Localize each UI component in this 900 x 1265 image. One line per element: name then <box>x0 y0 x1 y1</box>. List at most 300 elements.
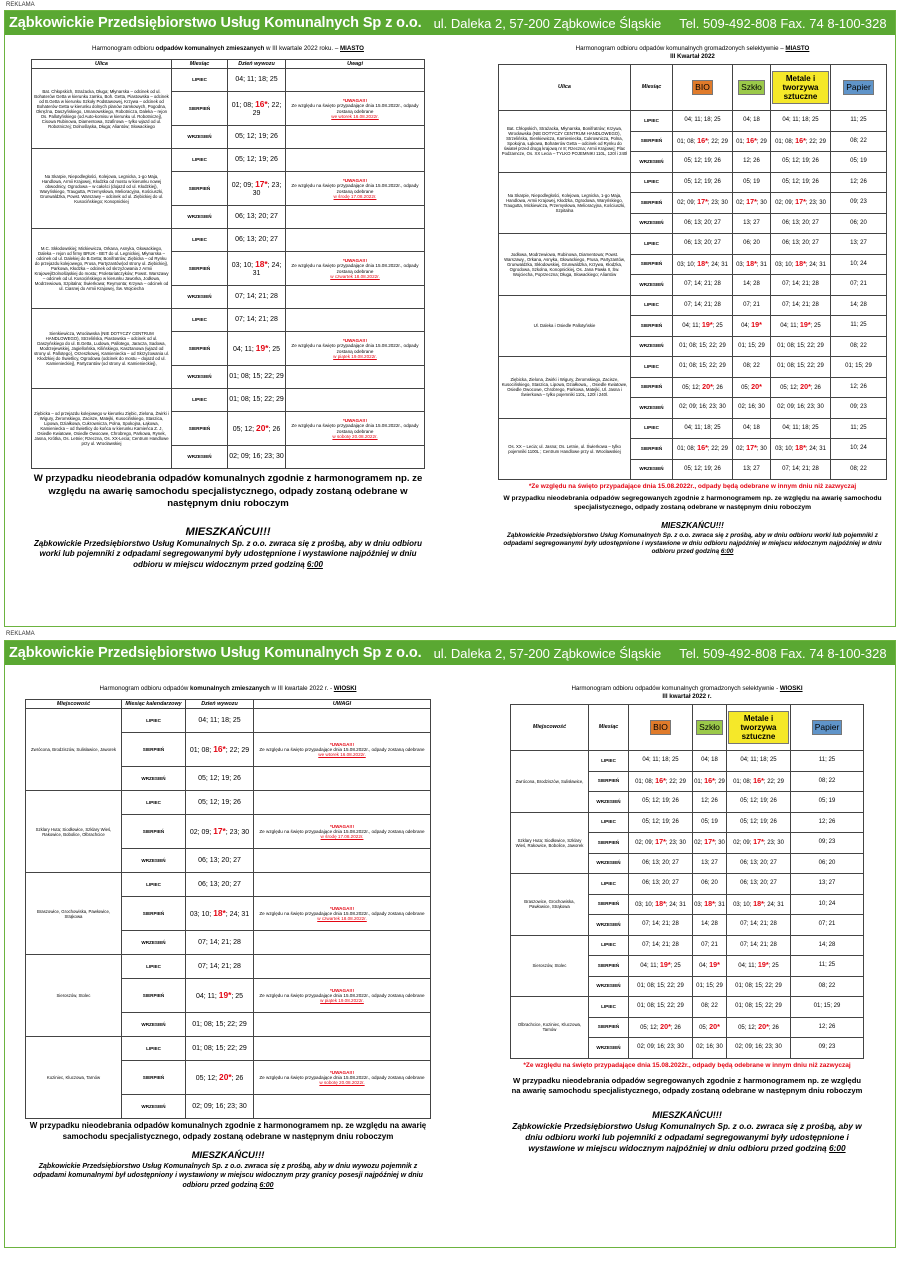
days-cell: 12; 26 <box>831 172 887 193</box>
days-cell: 02; 09; 16; 23; 30 <box>727 1038 791 1059</box>
title-pre: Harmonogram odbioru <box>92 45 156 52</box>
note-text: Ze względu na święto przypadające dnia 15.08.2022r., odpady zostaną odebrane <box>259 1075 425 1080</box>
note-cell <box>254 791 431 815</box>
month-cell: LIPIEC <box>172 149 228 172</box>
category-header <box>693 705 727 751</box>
streets-cell: Olbrachcice, Koziniec, Kluczowa, Tarnów <box>511 997 589 1059</box>
days-part: ; 31 <box>756 261 767 268</box>
days-cell <box>733 254 771 275</box>
days-cell: 13; 27 <box>791 874 864 895</box>
category-header <box>673 65 733 111</box>
category-szklo: Szkło <box>696 720 723 735</box>
column-header: Miesiąc <box>631 65 673 111</box>
appeal-time: 6:00 <box>259 1181 274 1189</box>
note-date: we wtorek 16.08.2022r. <box>331 114 379 120</box>
days-part: 04; <box>741 323 752 330</box>
note-cell <box>254 733 431 767</box>
days-part: ; 23; 30 <box>707 200 728 207</box>
days-cell: 10; 24 <box>791 894 864 915</box>
title-text: Harmonogram odbioru odpadów komunalnych gromadzonych selektywnie - <box>571 685 780 692</box>
bottom-mixed-footer <box>25 1121 431 1189</box>
days-cell: 07; 14; 21; 28 <box>186 955 254 979</box>
category-bio: BIO <box>650 720 671 735</box>
table-row <box>499 172 887 193</box>
month-cell: WRZESIEŃ <box>172 446 228 469</box>
appeal-body: Ząbkowickie Przedsiębiorstwo Usług Komunalnych Sp. z o.o. zwraca się z prośbą, aby w dniu wywozu pojemnik z odpadami komunalnymi był udostępniony i wystawiony w miejscu widocznym przy granicy posesji najpóźniej w dniu odbioru przed godziną <box>33 1163 423 1189</box>
days-part: 02; 09; <box>231 181 256 189</box>
days-part: 01; 08; <box>775 138 796 145</box>
month-cell: LIPIEC <box>122 873 186 897</box>
days-part: ; 29 <box>714 778 725 785</box>
days-cell <box>228 252 286 286</box>
column-header: Miesiąc <box>589 705 629 751</box>
days-cell <box>727 771 791 792</box>
days-part: 02; <box>736 200 747 207</box>
days-cell <box>228 412 286 446</box>
uwaga-label: *UWAGA!!! <box>330 741 354 747</box>
note-date: w czwartek 18.08.2022r. <box>330 274 380 280</box>
days-part: 04; <box>699 963 710 970</box>
days-cell: 06; 13; 20; 27 <box>228 206 286 229</box>
days-part: 02; 09; <box>189 828 214 836</box>
days-part: 01; 08; <box>677 138 698 145</box>
category-header <box>791 705 864 751</box>
days-part: ; 25 <box>670 963 681 970</box>
days-cell: 06; 13; 20; 27 <box>629 874 693 895</box>
holiday-day: 17* <box>746 197 757 207</box>
note-text: Ze względu na święto przypadające dnia 15.08.2022r., odpady zostaną odebrane <box>291 343 419 354</box>
table-header-row <box>499 65 887 111</box>
days-part: 01; 08; <box>189 746 214 754</box>
month-cell: SIERPIEŃ <box>631 316 673 337</box>
days-cell: 01; 08; 15; 22; 29 <box>727 976 791 997</box>
category-header <box>629 705 693 751</box>
days-part: ; 24; 31 <box>225 910 250 918</box>
village-mixed-pane <box>25 685 431 1247</box>
mieszkancu-heading: MIESZKAŃCU!!! <box>185 525 271 538</box>
days-cell <box>629 894 693 915</box>
city-mixed-pane <box>31 45 425 625</box>
bottom-sel-footer <box>510 1076 864 1154</box>
days-cell <box>727 1017 791 1038</box>
days-cell: 06; 20 <box>733 234 771 255</box>
month-cell: SIERPIEŃ <box>589 833 629 854</box>
days-cell: 14; 28 <box>693 915 727 936</box>
days-cell: 05; 12; 19; 26 <box>228 149 286 172</box>
days-part: 03; 10; <box>677 261 698 268</box>
uwaga-label: *UWAGA!!! <box>343 417 367 423</box>
days-cell <box>733 439 771 460</box>
days-cell <box>186 733 254 767</box>
note-cell <box>286 412 425 446</box>
days-cell <box>673 377 733 398</box>
days-cell: 01; 08; 15; 22; 29 <box>771 336 831 357</box>
days-cell: 12; 26 <box>733 152 771 173</box>
note-cell <box>254 709 431 733</box>
days-part: 01; 08; <box>635 778 656 785</box>
note-date: w sobotę 20.08.2022r. <box>332 434 378 440</box>
note-text: Ze względu na święto przypadające dnia 15.08.2022r., odpady zostaną odebrane <box>291 103 419 114</box>
top-sel-title <box>498 45 887 53</box>
month-cell: LIPIEC <box>631 172 673 193</box>
title-text: Harmonogram odbioru odpadów komunalnych gromadzonych selektywnie – <box>575 45 786 52</box>
month-cell: LIPIEC <box>172 309 228 332</box>
days-part: ; 24; 31 <box>763 901 784 908</box>
days-cell: 07; 14; 21; 28 <box>727 915 791 936</box>
note-cell <box>254 1013 431 1037</box>
city-selective-pane <box>498 45 887 625</box>
days-part: ; 26 <box>810 384 821 391</box>
days-cell: 05; 12; 19; 26 <box>629 812 693 833</box>
month-cell: LIPIEC <box>589 997 629 1018</box>
days-cell: 02; 09; 16; 23; 30 <box>629 1038 693 1059</box>
days-cell <box>186 1061 254 1095</box>
month-cell: WRZESIEŃ <box>122 931 186 955</box>
month-cell: SIERPIEŃ <box>172 332 228 366</box>
days-cell: 05; 12; 19; 26 <box>186 767 254 791</box>
appeal-text <box>498 532 887 557</box>
days-cell <box>673 131 733 152</box>
days-cell: 05; 19 <box>733 172 771 193</box>
days-part: ; 25 <box>768 963 779 970</box>
days-part: 04; 11; <box>738 963 758 970</box>
note-cell <box>286 172 425 206</box>
days-cell <box>693 771 727 792</box>
holiday-day: 18* <box>255 258 268 269</box>
days-part: 05; 12; <box>738 1024 759 1031</box>
days-part: ; 26 <box>768 1024 779 1031</box>
days-cell: 04; 11; 18; 25 <box>771 111 831 132</box>
days-cell: 04; 11; 18; 25 <box>186 709 254 733</box>
days-cell: 13; 27 <box>733 213 771 234</box>
days-cell: 11; 25 <box>831 111 887 132</box>
days-cell <box>771 193 831 214</box>
category-szklo: Szkło <box>738 80 765 95</box>
days-part: 02; 09; <box>775 200 796 207</box>
streets-cell: Bat. Chłopskich, Strażacka, Młynarska, Bonifratrów; Krzywa, Wrocławska (NIE DOTYCZY CENTRUM HANDLOWEGO), Strzelińska, Sienkiewicza, Kamieniecka, Cukrownicza, Polna, Spokojna, Łąkowa, Bohaterów Getta – odcinek od Rynku do świateł przed drogą krajową nr 8; Rzeczna; Armii Krajowej; Plac Podzamcze, Os. XX Lecia – TYLKO POJEMNIKI 110L, 120l i 240l <box>499 111 631 173</box>
days-cell: 08; 22 <box>831 131 887 152</box>
days-cell: 01; 08; 15; 22; 29 <box>727 997 791 1018</box>
days-cell: 06; 20 <box>693 874 727 895</box>
note-text: Ze względu na święto przypadające dnia 15.08.2022r., odpady zostaną odebrane <box>259 747 425 752</box>
note-cell <box>286 332 425 366</box>
streets-cell: Jodłowa, Modrzewiowa, Rubinowa, Diamentowa; Powst. Warszawy,, Orkana, Asnyka, Głowackiego, Prusa, Partyzantów, Grunwaldzka, Skłodowskiej, Grunwaldzka, Krzywa, Kłodzka, Ogrodowa, Szkolna, Konopnickiej, Os. Jana Pawła II, Św. Wojciecha, Poprzeczna; Długa, Słowackiego; Aliantów <box>499 234 631 296</box>
banner-address: ul. Daleka 2, 57-200 Ząbkowice Śląskie <box>433 15 662 31</box>
note-cell <box>254 1061 431 1095</box>
days-cell: 09; 23 <box>831 398 887 419</box>
days-cell: 01; 08; 15; 22; 29 <box>228 389 286 412</box>
days-part: ; 24; 31 <box>707 261 728 268</box>
days-cell: 06; 13; 20; 27 <box>186 873 254 897</box>
note-cell <box>254 931 431 955</box>
quarter-label: III kwartał 2022 r. <box>662 693 712 700</box>
note-text: Ze względu na święto przypadające dnia 15.08.2022r., odpady zostaną odebrane <box>259 993 425 998</box>
note-cell <box>254 815 431 849</box>
days-cell <box>693 1017 727 1038</box>
appeal-text <box>31 539 425 570</box>
table-row <box>26 791 431 815</box>
days-part: ; 26 <box>268 425 281 433</box>
days-cell <box>228 332 286 366</box>
days-cell: 11; 25 <box>791 751 864 772</box>
days-part: ; 22; 29 <box>707 138 728 145</box>
table-row <box>26 1037 431 1061</box>
days-cell: 01; 15; 29 <box>733 336 771 357</box>
days-cell <box>733 193 771 214</box>
days-cell: 13; 27 <box>733 459 771 480</box>
appeal-body: Ząbkowickie Przedsiębiorstwo Usług Komunalnych Sp. z o.o. zwraca się z prośbą, aby w dniu odbioru worki lub pojemniki z odpadami segregowanymi były udostępnione i wystawione w dniu odbioru najpóźniej w miejscu widocznym najpóźniej w dniu odbioru przed godziną <box>503 531 882 555</box>
holiday-day: 16* <box>704 775 715 785</box>
days-cell <box>228 92 286 126</box>
days-cell: 11; 25 <box>831 418 887 439</box>
month-cell: WRZESIEŃ <box>589 976 629 997</box>
days-cell: 06; 20 <box>831 213 887 234</box>
table-row <box>26 955 431 979</box>
days-part: 02; <box>736 446 747 453</box>
days-cell: 08; 22 <box>733 357 771 378</box>
days-cell: 07; 21 <box>791 915 864 936</box>
days-cell: 10; 24 <box>831 254 887 275</box>
holiday-day: 20* <box>751 381 762 391</box>
appeal-text <box>510 1121 864 1153</box>
holiday-day: 19* <box>799 320 811 330</box>
month-cell: SIERPIEŃ <box>589 894 629 915</box>
days-part: 03; 10; <box>189 910 214 918</box>
month-cell: WRZESIEŃ <box>589 915 629 936</box>
days-cell <box>733 377 771 398</box>
note-cell <box>286 366 425 389</box>
streets-cell: Szklary Huta; Siodłowice, Szklary Wieś, Rakowice, Bobolice, Olbrachcice <box>26 791 122 873</box>
days-cell: 01; 08; 15; 22; 29 <box>673 357 733 378</box>
column-header: Miesiąc <box>172 60 228 69</box>
table-row <box>499 357 887 378</box>
days-part: 05; 12; <box>640 1024 661 1031</box>
days-cell <box>629 956 693 977</box>
month-cell: LIPIEC <box>631 357 673 378</box>
days-cell: 07; 14; 21; 28 <box>186 931 254 955</box>
appeal-time: 6:00 <box>306 559 323 569</box>
bottom-sel-table <box>510 704 864 1059</box>
top-mixed-footer <box>31 473 425 570</box>
title-place: MIASTO <box>340 45 364 52</box>
month-cell: WRZESIEŃ <box>631 336 673 357</box>
days-cell: 07; 21 <box>733 295 771 316</box>
days-cell <box>673 193 733 214</box>
days-cell: 05; 12; 19; 26 <box>673 152 733 173</box>
days-cell: 07; 14; 21; 28 <box>771 275 831 296</box>
days-cell: 05; 19 <box>791 792 864 813</box>
month-cell: SIERPIEŃ <box>122 1061 186 1095</box>
column-header: Ulica <box>32 60 172 69</box>
month-cell: WRZESIEŃ <box>631 459 673 480</box>
days-part: 04; 11; <box>640 963 660 970</box>
days-cell: 13; 27 <box>831 234 887 255</box>
days-part: 02; <box>694 840 705 847</box>
days-cell: 05; 12; 19; 26 <box>673 459 733 480</box>
note-cell <box>286 309 425 332</box>
month-cell: SIERPIEŃ <box>589 1017 629 1038</box>
days-cell: 01; 08; 15; 22; 29 <box>629 997 693 1018</box>
column-header: Miejscowość <box>26 700 122 709</box>
month-cell: WRZESIEŃ <box>122 767 186 791</box>
days-part: 01; 08; <box>733 778 754 785</box>
month-cell: SIERPIEŃ <box>631 377 673 398</box>
note-cell <box>286 389 425 412</box>
uwaga-label: *UWAGA!!! <box>343 97 367 103</box>
bottom-sel-title <box>510 685 864 693</box>
days-cell: 02; 09; 16; 23; 30 <box>673 398 733 419</box>
month-cell: WRZESIEŃ <box>122 1095 186 1119</box>
uwaga-label: *UWAGA!!! <box>330 987 354 993</box>
company-banner-2 <box>5 641 895 665</box>
top-mixed-title <box>31 45 425 53</box>
month-cell: WRZESIEŃ <box>589 1038 629 1059</box>
ad-block-city <box>4 10 896 627</box>
holiday-day: 19* <box>255 342 269 353</box>
footer-text: W przypadku nieodebrania odpadów segregowanych zgodnie z harmonogramem np. ze względu na awarię samochodu specjalistycznego, odpady zostaną odebrane w następnym dniu roboczym <box>511 1075 863 1095</box>
days-part: ; 22; 29 <box>805 138 826 145</box>
days-cell: 06; 13; 20; 27 <box>727 874 791 895</box>
month-cell: WRZESIEŃ <box>589 853 629 874</box>
days-part: 01; <box>736 138 747 145</box>
days-cell: 01; 08; 15; 22; 29 <box>186 1037 254 1061</box>
days-cell <box>186 897 254 931</box>
days-part: ; 23; 30 <box>805 200 826 207</box>
streets-cell: Ul. Daleka i Osiedle Pallotyńskie <box>499 295 631 357</box>
streets-cell: Ziębicka – od przejazdu kolejowego w kierunku Ziębic, Zielona, Żwirki i Wigury, Żeromskiego, Zacisze, Matejki, Kusocińskiego, Staszica, Lipowa, Działkowa, Cukrownicza, Polna, Spokojna, Łąkowa, Kamieniecka – od Świetlicy do końca w kierunku Kamieńca Z. J, Osiedle Kwiatowe, Osiedle Owocowe, Chrobrego, Parkowa, Rynek, Jasna, Krótka, Os. Letnie; Rzeczna, Os. XX-Lecia; Centrum Handlowe przy ul. Wrocławskiej <box>32 389 172 469</box>
days-cell: 04; 18 <box>693 751 727 772</box>
top-sel-table <box>498 64 887 480</box>
footer-text: W przypadku nieodebrania odpadów segregowanych zgodnie z harmonogramem np. ze względu na awarię samochodu specjalistycznego, odpady zostaną odebrane w następnym dniu roboczym <box>503 495 882 512</box>
month-cell: SIERPIEŃ <box>631 254 673 275</box>
days-part: ; 22; 29 <box>252 101 282 117</box>
column-header: Uwagi <box>286 60 425 69</box>
table-row <box>26 709 431 733</box>
holiday-day: 16* <box>795 135 806 145</box>
note-date: w czwartek 18.08.2022r. <box>317 916 367 922</box>
days-part: 05; <box>741 384 752 391</box>
table-row <box>32 69 425 92</box>
holiday-day: 17* <box>255 178 268 189</box>
days-part: ; 23; 30 <box>225 828 250 836</box>
note-cell <box>286 126 425 149</box>
days-part: 02; 09; <box>677 200 698 207</box>
days-part: 03; 10; <box>733 901 754 908</box>
days-cell: 09; 23 <box>791 1038 864 1059</box>
category-metale: Metale i tworzywa sztuczne <box>728 711 789 744</box>
days-cell <box>771 131 831 152</box>
month-cell: WRZESIEŃ <box>631 213 673 234</box>
holiday-day: 18* <box>795 258 806 268</box>
holiday-day: 18* <box>746 258 757 268</box>
banner-address: ul. Daleka 2, 57-200 Ząbkowice Śląskie <box>433 645 662 661</box>
title-mid: w III kwartale 2022 roku. – <box>264 45 340 52</box>
days-cell: 01; 08; 15; 22; 29 <box>771 357 831 378</box>
days-cell: 04; 11; 18; 25 <box>673 418 733 439</box>
days-cell: 04; 11; 18; 25 <box>673 111 733 132</box>
streets-cell: Sieroszów, Stolec <box>511 935 589 997</box>
month-cell: LIPIEC <box>122 955 186 979</box>
title-place: WIOSKI <box>333 685 357 692</box>
holiday-day: 20* <box>256 422 269 433</box>
days-cell: 06; 13; 20; 27 <box>673 213 733 234</box>
table-row <box>32 149 425 172</box>
days-cell: 07; 14; 21; 28 <box>629 935 693 956</box>
table-row <box>511 935 864 956</box>
days-part: 04; 11; <box>232 345 256 353</box>
days-cell: 07; 14; 21; 28 <box>228 286 286 309</box>
days-part: 05; <box>699 1024 710 1031</box>
note-date: w środę 17.08.2022r. <box>333 194 377 200</box>
note-date: w piątek 19.08.2022r. <box>320 998 364 1004</box>
days-cell: 12; 26 <box>791 812 864 833</box>
village-selective-pane <box>510 685 864 1247</box>
streets-cell: Ziębicka, Zielona, Żwirki i Wigury, Żeromskiego, Zacisze, Kusocińskiego, Staszica, Lipowa, Działkowa,, , Osiedle Kwiatowe, Osiedle Owocowe, Chrobrego, Parkowa, Matejki, Ul. Jasna i Świerkowa – tylko pojemniki 110L, 120l i 240l. <box>499 357 631 419</box>
days-cell: 05; 19 <box>831 152 887 173</box>
days-cell: 10; 24 <box>831 439 887 460</box>
days-part: ; 26 <box>712 384 723 391</box>
streets-cell: Koziniec, Kluczowa, Tarnów <box>26 1037 122 1119</box>
note-cell <box>254 849 431 873</box>
streets-cell: Os. XX – Lecia; ul. Jasna; Os. Letnie, ul. Świerkowa – tylko pojemniki 1100L ; Centrum Handlowe przy ul. Wrocławskiej <box>499 418 631 480</box>
days-cell <box>629 771 693 792</box>
days-part: 05; 12; <box>195 1074 220 1082</box>
days-cell <box>673 439 733 460</box>
month-cell: SIERPIEŃ <box>122 979 186 1013</box>
days-part: 05; 12; <box>682 384 703 391</box>
holiday-day: 16* <box>255 98 268 109</box>
days-cell: 07; 14; 21; 28 <box>673 295 733 316</box>
streets-cell: Na Skarpie, Niepodległości, Kolejowa, Legnicka, 1-go Maja, Handlowa, Armii Krajowej, Kłodzka, Ogrodowa, Waryńskiego, Traugutta, Mickiewicza, Przemysłowa, Melioracyjna, Kościuszki, Szpitalna <box>499 172 631 234</box>
month-cell: LIPIEC <box>172 389 228 412</box>
holiday-note: *Ze względu na święto przypadające dnia 15.08.2022r., odpady będą odebrane w innym dniu niż zazwyczaj <box>528 483 857 490</box>
category-header <box>727 705 791 751</box>
table-row <box>499 295 887 316</box>
month-cell: WRZESIEŃ <box>122 849 186 873</box>
note-cell <box>254 979 431 1013</box>
month-cell: LIPIEC <box>631 111 673 132</box>
days-cell: 04; 11; 18; 25 <box>228 69 286 92</box>
month-cell: LIPIEC <box>172 229 228 252</box>
banner-company: Ząbkowickie Przedsiębiorstwo Usług Komunalnych Sp z o.o. <box>9 15 422 31</box>
title-place: MIASTO <box>785 45 810 52</box>
holiday-day: 19* <box>709 960 720 970</box>
note-date: w piątek 19.08.2022r. <box>333 354 377 360</box>
month-cell: WRZESIEŃ <box>172 286 228 309</box>
holiday-note: *Ze względu na święto przypadające dnia 15.08.2022r., odpady będą odebrane w innym dniu niż zazwyczaj <box>523 1061 851 1069</box>
days-cell <box>733 131 771 152</box>
month-cell: SIERPIEŃ <box>172 172 228 206</box>
category-header <box>733 65 771 111</box>
company-banner <box>5 11 895 35</box>
days-cell: 01; 15; 29 <box>791 997 864 1018</box>
category-papier: Papier <box>812 720 843 735</box>
category-header <box>831 65 887 111</box>
holiday-day: 18* <box>704 898 715 908</box>
uwaga-label: *UWAGA!!! <box>343 337 367 343</box>
days-cell <box>727 956 791 977</box>
holiday-day: 16* <box>213 743 226 754</box>
holiday-day: 17* <box>753 837 764 847</box>
days-part: 04; 11; <box>195 992 219 1000</box>
table-row <box>511 751 864 772</box>
days-cell: 06; 13; 20; 27 <box>629 853 693 874</box>
days-cell <box>727 833 791 854</box>
days-cell: 06; 13; 20; 27 <box>771 234 831 255</box>
days-cell <box>629 833 693 854</box>
days-cell: 12; 26 <box>791 1017 864 1038</box>
days-part: ; 23; 30 <box>763 840 784 847</box>
